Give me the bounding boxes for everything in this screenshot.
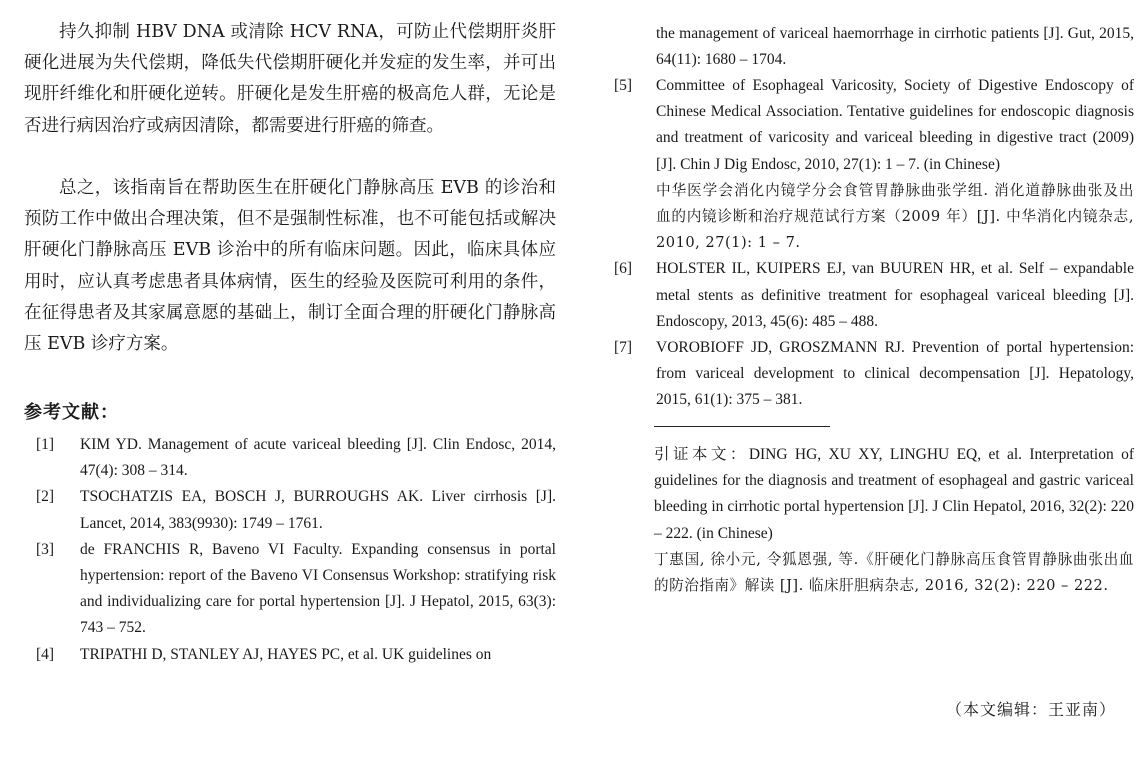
reference-item (614, 335, 1134, 414)
reference-number: [3] (36, 540, 55, 558)
reference-item (24, 432, 556, 484)
reference-text: TRIPATHI D, STANLEY AJ, HAYES PC, et al. UK guidelines on (80, 645, 492, 663)
reference-item (24, 537, 556, 642)
reference-list-right (614, 73, 1134, 414)
reference-text-chinese: 中华医学会消化内镜学分会食管胃静脉曲张学组. 消化道静脉曲张及出血的内镜诊断和治疗规范试行方案（2009 年）[J]. 中华消化内镜杂志, 2010, 27(1): 1 – 7. (656, 181, 1134, 252)
reference-list-left (24, 432, 556, 668)
reference-text: Committee of Esophageal Varicosity, Society of Digestive Endoscopy of Chinese Medical Association. Tentative guidelines for endoscopic diagnosis and treatment of varicosity and variceal bleeding in digestive tract (2009) [J]. Chin J Dig Endosc, 2010, 27(1): 1 – 7. (in Chinese) (656, 77, 1134, 173)
citation-chinese: 丁惠国, 徐小元, 令狐恩强, 等.《肝硬化门静脉高压食管胃静脉曲张出血的防治指南》解读 [J]. 临床肝胆病杂志, 2016, 32(2): 220 – 222. (654, 550, 1134, 595)
reference-text: VOROBIOFF JD, GROSZMANN RJ. Prevention of portal hypertension: from variceal development to clinical decompensation [J]. Hepatology, 2015, 61(1): 375 – 381. (656, 339, 1134, 409)
reference-number: [5] (614, 77, 633, 94)
reference-number: [2] (36, 488, 55, 506)
reference-text: TSOCHATZIS EA, BOSCH J, BURROUGHS AK. Liver cirrhosis [J]. Lancet, 2014, 383(9930): 1749 – 1761. (80, 488, 556, 532)
reference-item (614, 73, 1134, 256)
citation-english: 引证本文：DING HG, XU XY, LINGHU EQ, et al. Interpretation of guidelines for the diagnosis and treatment of esophageal and gastric variceal bleeding in cirrhotic portal hypertension [J]. J Clin Hepatol, 2016, 32(2): 220 – 222. (in Chinese) (654, 446, 1134, 542)
body-paragraph-2: 总之，该指南旨在帮助医生在肝硬化门静脉高压 EVB 的诊治和预防工作中做出合理决策，但不是强制性标准，也不可能包括或解决肝硬化门静脉高压 EVB 诊治中的所有临床问题。因此，临床具体应用时，应认真考虑患者具体病情，医生的经验及医院可利用的条件，在征得患者及其家属意愿的基础上，制订全面合理的肝硬化门静脉高压 EVB 诊疗方案。 (24, 178, 556, 355)
references-heading: 参考文献： (24, 402, 119, 423)
citation-block (654, 442, 1134, 599)
reference-text: de FRANCHIS R, Baveno VI Faculty. Expanding consensus in portal hypertension: report of the Baveno VI Consensus Workshop: stratifying risk and individualizing care for portal hypertension [J]. J Hepatol, 2015, 63(3): 743 – 752. (80, 540, 556, 637)
divider-rule (654, 426, 830, 427)
reference-item (614, 256, 1134, 335)
reference-item (24, 484, 556, 536)
editor-note: （本文编辑：王亚南） (945, 700, 1116, 719)
body-paragraph-1: 持久抑制 HBV DNA 或清除 HCV RNA，可防止代偿期肝炎肝硬化进展为失代偿期，降低失代偿期肝硬化并发症的发生率，并可出现肝纤维化和肝硬化逆转。肝硬化是发生肝癌的极高危人群，无论是否进行病因治疗或病因清除，都需要进行肝癌的筛查。 (24, 22, 556, 136)
reference-number: [7] (614, 339, 633, 357)
reference-number: [1] (36, 436, 55, 453)
reference-4-continuation: the management of variceal haemorrhage in cirrhotic patients [J]. Gut, 2015, 64(11): 1680 – 1704. (656, 25, 1134, 69)
reference-number: [6] (614, 260, 633, 278)
reference-text: HOLSTER IL, KUIPERS EJ, van BUUREN HR, et al. Self – expandable metal stents as definitive treatment for esophageal variceal bleeding [J]. Endoscopy, 2013, 45(6): 485 – 488. (656, 260, 1134, 330)
reference-number: [4] (36, 645, 55, 663)
reference-item (24, 642, 556, 668)
reference-text: KIM YD. Management of acute variceal bleeding [J]. Clin Endosc, 2014, 47(4): 308 – 314. (80, 436, 556, 480)
reference-text-block (656, 73, 1134, 256)
